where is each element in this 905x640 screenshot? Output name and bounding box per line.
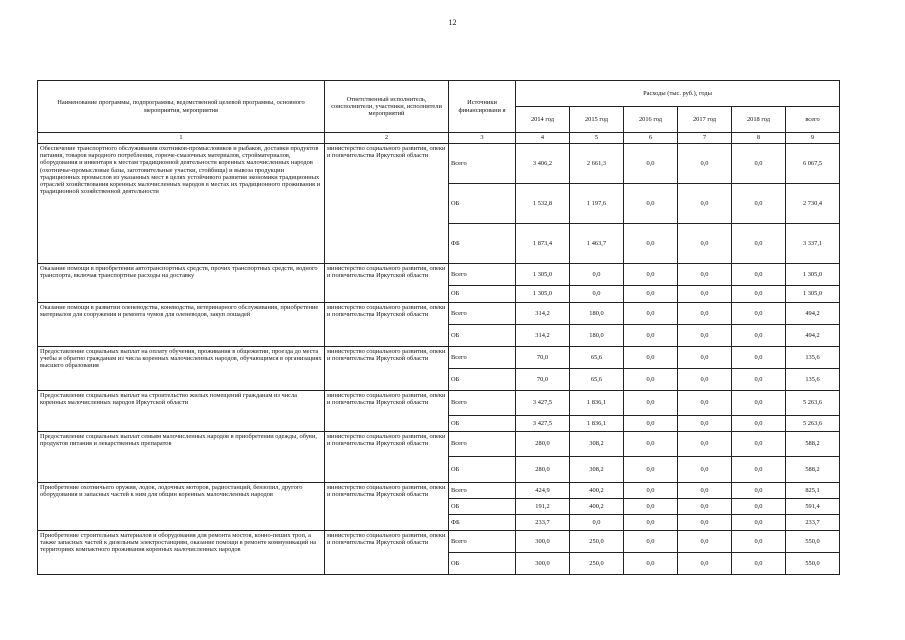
funding-source: ФБ (449, 515, 516, 531)
index-cell: 3 (449, 133, 516, 144)
expense-value: 3 427,5 (516, 391, 570, 416)
funding-source: ОБ (449, 416, 516, 432)
expense-value: 0,0 (678, 553, 732, 575)
expense-value: 400,2 (570, 499, 624, 515)
responsible-executor: министерство социального развития, опеки и попечительства Иркутской области (325, 531, 449, 575)
expense-value: 0,0 (732, 184, 786, 224)
expense-value: 1 873,4 (516, 224, 570, 264)
expense-value: 2 661,3 (570, 144, 624, 184)
expense-value: 0,0 (678, 457, 732, 483)
funding-source: Всего (449, 347, 516, 369)
expense-total: 5 263,6 (786, 416, 840, 432)
header-responsible: Ответственный исполнитель, соисполнители, участники, исполнители мероприятий (325, 81, 449, 133)
expense-total: 588,2 (786, 432, 840, 457)
expense-value: 0,0 (678, 391, 732, 416)
expense-value: 314,2 (516, 303, 570, 325)
expense-total: 1 305,0 (786, 264, 840, 286)
expense-value: 0,0 (624, 391, 678, 416)
expense-value: 0,0 (678, 325, 732, 347)
expense-value: 0,0 (732, 303, 786, 325)
expense-value: 0,0 (732, 515, 786, 531)
table-row (38, 303, 840, 325)
index-row (38, 133, 840, 144)
expense-value: 0,0 (624, 264, 678, 286)
expense-value: 0,0 (678, 224, 732, 264)
expense-value: 0,0 (678, 347, 732, 369)
funding-source: Всего (449, 264, 516, 286)
expense-value: 0,0 (624, 369, 678, 391)
expense-value: 0,0 (624, 184, 678, 224)
expense-value: 0,0 (624, 515, 678, 531)
index-cell: 5 (570, 133, 624, 144)
expense-value: 0,0 (678, 184, 732, 224)
responsible-executor: министерство социального развития, опеки и попечительства Иркутской области (325, 303, 449, 347)
expense-total: 6 067,5 (786, 144, 840, 184)
funding-source: Всего (449, 432, 516, 457)
index-cell: 9 (786, 133, 840, 144)
funding-source: ОБ (449, 184, 516, 224)
expense-value: 0,0 (678, 499, 732, 515)
expense-value: 1 836,1 (570, 416, 624, 432)
expense-value: 0,0 (624, 224, 678, 264)
expense-total: 3 337,1 (786, 224, 840, 264)
responsible-executor: министерство социального развития, опеки и попечительства Иркутской области (325, 264, 449, 303)
index-cell: 6 (624, 133, 678, 144)
expense-value: 0,0 (732, 416, 786, 432)
header-year: 2015 год (570, 107, 624, 133)
index-cell: 7 (678, 133, 732, 144)
expense-value: 308,2 (570, 432, 624, 457)
funding-source: Всего (449, 531, 516, 553)
expense-value: 0,0 (678, 303, 732, 325)
expense-total: 233,7 (786, 515, 840, 531)
expense-value: 0,0 (732, 325, 786, 347)
table-row (38, 531, 840, 553)
funding-source: ФБ (449, 224, 516, 264)
expense-value: 0,0 (624, 325, 678, 347)
funding-source: ОБ (449, 369, 516, 391)
responsible-executor: министерство социального развития, опеки и попечительства Иркутской области (325, 483, 449, 531)
funding-source: Всего (449, 483, 516, 499)
expense-value: 0,0 (678, 264, 732, 286)
expense-value: 0,0 (732, 432, 786, 457)
responsible-executor: министерство социального развития, опеки и попечительства Иркутской области (325, 347, 449, 391)
expense-value: 0,0 (570, 515, 624, 531)
table-row (38, 483, 840, 499)
expense-value: 0,0 (624, 499, 678, 515)
table-row (38, 347, 840, 369)
expense-value: 0,0 (678, 531, 732, 553)
expense-value: 0,0 (624, 286, 678, 303)
expense-value: 0,0 (678, 369, 732, 391)
expense-value: 70,0 (516, 347, 570, 369)
expense-total: 135,6 (786, 347, 840, 369)
expense-value: 0,0 (732, 457, 786, 483)
header-year: 2018 год (732, 107, 786, 133)
responsible-executor: министерство социального развития, опеки и попечительства Иркутской области (325, 391, 449, 432)
expense-total: 550,0 (786, 531, 840, 553)
expense-value: 0,0 (624, 144, 678, 184)
expense-total: 825,1 (786, 483, 840, 499)
activity-name: Предоставление социальных выплат на строительство жилых помещений гражданам из числа коренных малочисленных народов Иркутской области (38, 391, 325, 432)
expense-value: 65,6 (570, 347, 624, 369)
index-cell: 1 (38, 133, 325, 144)
expense-value: 1 463,7 (570, 224, 624, 264)
expense-value: 0,0 (732, 286, 786, 303)
table-row (38, 144, 840, 184)
expense-value: 0,0 (678, 286, 732, 303)
expense-total: 1 305,0 (786, 286, 840, 303)
funding-source: ОБ (449, 286, 516, 303)
activity-name: Обеспечение транспортного обслуживания охотников-промысловиков и рыбаков, доставки продуктов питания, товаров народного потребления, горюче-смазочных материалов, стройматериалов, оборудования и инвентаря к местам традиционной деятельности коренных малочисленных народов (охотничье-промысловые базы, заготовительные участки, стойбища) и вывоза продукции традиционных промыслов из указанных мест в целях устойчивого развития экономики традиционных отраслей хозяйствования коренных малочисленных народов в местах их традиционного проживания и традиционной хозяйственной деятельности (38, 144, 325, 264)
expense-value: 0,0 (732, 369, 786, 391)
funding-source: Всего (449, 144, 516, 184)
expense-value: 0,0 (624, 483, 678, 499)
expense-total: 494,2 (786, 325, 840, 347)
expense-value: 233,7 (516, 515, 570, 531)
expense-value: 0,0 (624, 432, 678, 457)
expense-value: 1 197,6 (570, 184, 624, 224)
expense-value: 0,0 (678, 515, 732, 531)
activity-name: Оказание помощи в приобретении автотранспортных средств, прочих транспортных средств, водного транспорта, включая транспортные расходы на доставку (38, 264, 325, 303)
expense-value: 0,0 (678, 483, 732, 499)
expense-value: 65,6 (570, 369, 624, 391)
activity-name: Оказание помощи в развитии оленеводства, коневодства, ветеринарного обслуживания, приобретение материалов для сооружения и ремонта чумов для оленеводов, закуп лошадей (38, 303, 325, 347)
expense-value: 0,0 (624, 303, 678, 325)
header-total: всего (786, 107, 840, 133)
expense-value: 0,0 (732, 347, 786, 369)
expense-value: 250,0 (570, 531, 624, 553)
index-cell: 4 (516, 133, 570, 144)
expense-total: 5 263,6 (786, 391, 840, 416)
expense-value: 1 305,0 (516, 264, 570, 286)
table-row (38, 264, 840, 286)
expense-value: 280,0 (516, 457, 570, 483)
header-source: Источники финансировани я (449, 81, 516, 133)
expense-value: 308,2 (570, 457, 624, 483)
header-year: 2014 год (516, 107, 570, 133)
activity-name: Приобретение строительных материалов и оборудования для ремонта мостов, конно-пеших троп, а также запасных частей к дизельным электростанциям, оказание помощи в ремонте коммуникаций на территориях компактного проживания коренных малочисленных народов (38, 531, 325, 575)
expense-value: 70,0 (516, 369, 570, 391)
expense-value: 0,0 (732, 553, 786, 575)
index-cell: 2 (325, 133, 449, 144)
expense-value: 0,0 (678, 144, 732, 184)
expense-total: 135,6 (786, 369, 840, 391)
funding-source: ОБ (449, 325, 516, 347)
index-cell: 8 (732, 133, 786, 144)
expense-value: 0,0 (624, 531, 678, 553)
expense-value: 191,2 (516, 499, 570, 515)
expense-value: 0,0 (624, 416, 678, 432)
table-row (38, 391, 840, 416)
expense-value: 1 532,8 (516, 184, 570, 224)
expense-value: 400,2 (570, 483, 624, 499)
expense-value: 0,0 (732, 499, 786, 515)
expense-value: 1 305,0 (516, 286, 570, 303)
funding-source: ОБ (449, 457, 516, 483)
expense-value: 180,0 (570, 303, 624, 325)
funding-source: ОБ (449, 553, 516, 575)
header-name: Наименование программы, подпрограммы, ведомственной целевой программы, основного мероприятия, мероприятия (38, 81, 325, 133)
expense-value: 180,0 (570, 325, 624, 347)
expense-value: 0,0 (678, 416, 732, 432)
activity-name: Приобретение охотничьего оружия, лодок, лодочных моторов, радиостанций, бензопил, другого оборудования и запасных частей к ним для общин коренных малочисленных народов (38, 483, 325, 531)
header-year: 2017 год (678, 107, 732, 133)
expense-value: 0,0 (570, 264, 624, 286)
expense-value: 0,0 (624, 457, 678, 483)
page-number: 12 (448, 18, 457, 27)
expense-value: 424,9 (516, 483, 570, 499)
expense-value: 280,0 (516, 432, 570, 457)
expense-value: 0,0 (732, 224, 786, 264)
expense-value: 0,0 (732, 264, 786, 286)
activity-name: Предоставление социальных выплат на оплату обучения, проживания в общежитии, проезда до места учебы и обратно гражданам из числа коренных малочисленных народов, обучающимся в организациях высшего образования (38, 347, 325, 391)
funding-source: Всего (449, 391, 516, 416)
table-row (38, 432, 840, 457)
expense-value: 0,0 (732, 144, 786, 184)
expenditure-table (37, 80, 840, 575)
expense-value: 0,0 (732, 483, 786, 499)
expense-total: 550,0 (786, 553, 840, 575)
funding-source: Всего (449, 303, 516, 325)
expense-total: 591,4 (786, 499, 840, 515)
expense-value: 3 427,5 (516, 416, 570, 432)
expense-total: 494,2 (786, 303, 840, 325)
activity-name: Предоставление социальных выплат семьям малочисленных народов в приобретении одежды, обуви, продуктов питания и лекарственных препаратов (38, 432, 325, 483)
expense-value: 1 836,1 (570, 391, 624, 416)
expense-value: 300,0 (516, 553, 570, 575)
header-expenses: Расходы (тыс. руб.), годы (516, 81, 840, 107)
responsible-executor: министерство социального развития, опеки и попечительства Иркутской области (325, 432, 449, 483)
table-body (38, 144, 840, 575)
header-year: 2016 год (624, 107, 678, 133)
expense-total: 2 730,4 (786, 184, 840, 224)
expense-value: 3 406,2 (516, 144, 570, 184)
expense-value: 0,0 (732, 391, 786, 416)
expense-value: 300,0 (516, 531, 570, 553)
expense-value: 0,0 (678, 432, 732, 457)
responsible-executor: министерство социального развития, опеки и попечительства Иркутской области (325, 144, 449, 264)
expense-value: 314,2 (516, 325, 570, 347)
expense-value: 0,0 (624, 553, 678, 575)
funding-source: ОБ (449, 499, 516, 515)
expense-value: 250,0 (570, 553, 624, 575)
expense-value: 0,0 (570, 286, 624, 303)
expense-total: 588,2 (786, 457, 840, 483)
expense-value: 0,0 (624, 347, 678, 369)
expense-value: 0,0 (732, 531, 786, 553)
